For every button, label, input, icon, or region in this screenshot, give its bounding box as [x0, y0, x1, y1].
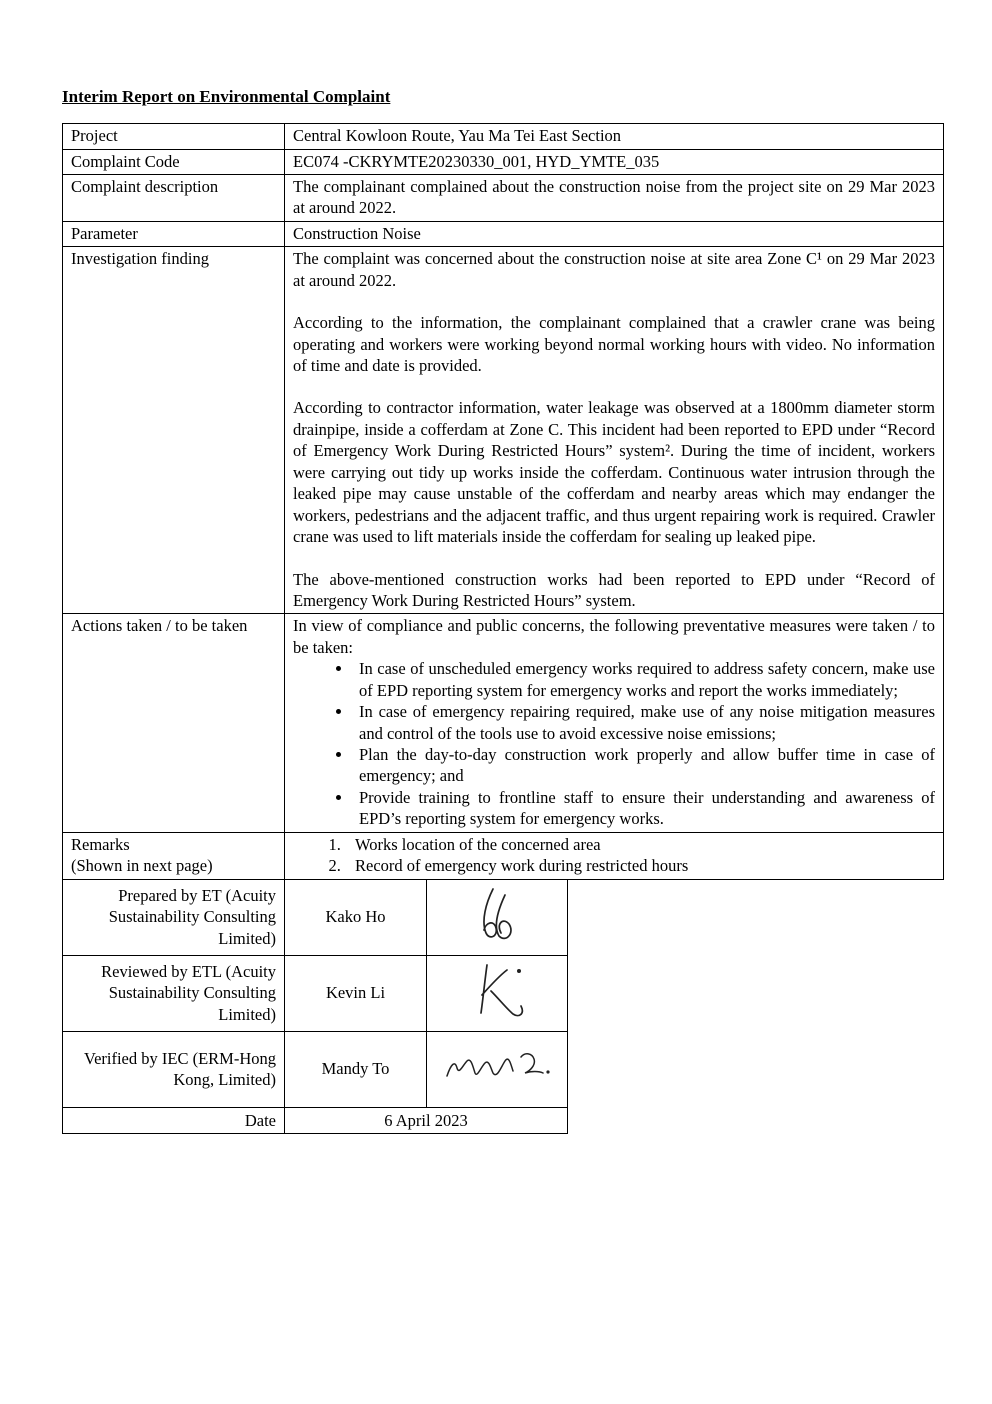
remarks-item: 2. Record of emergency work during restricted hours: [345, 855, 935, 876]
actions-bullet: • In case of emergency repairing required, make use of any noise mitigation measures and control of the tools use to avoid excessive noise emissions;: [353, 701, 935, 744]
signoff-date-label: Date: [63, 1107, 285, 1133]
row-label-complaint-code: Complaint Code: [63, 149, 285, 174]
investigation-paragraph: According to the information, the complainant complained that a crawler crane was being operating and workers were working beyond normal working hours with video. No information of time and date is provided.: [293, 313, 935, 376]
signoff-row-verified: [63, 1031, 568, 1107]
row-value-remarks: [285, 832, 944, 879]
row-value-project: Central Kowloon Route, Yau Ma Tei East Section: [285, 124, 944, 149]
row-value-investigation-finding: [285, 247, 944, 614]
row-value-parameter: Construction Noise: [285, 221, 944, 246]
investigation-paragraph: The above-mentioned construction works had been reported to EPD under “Record of Emergency Work During Restricted Hours” system.: [293, 569, 935, 610]
signature-icon: [461, 959, 533, 1026]
actions-intro: In view of compliance and public concerns, the following preventative measures were taken / to be taken:: [293, 616, 935, 657]
actions-bullet-list: [293, 658, 935, 830]
remarks-label: Remarks: [71, 834, 130, 854]
row-value-actions-taken: [285, 614, 944, 832]
table-row-actions-taken: [63, 614, 944, 832]
row-label-project: Project: [63, 124, 285, 149]
row-value-complaint-code: EC074 -CKRYMTE20230330_001, HYD_YMTE_035: [285, 149, 944, 174]
row-value-complaint-description: The complainant complained about the construction noise from the project site on 29 Mar 2023 at around 2022.: [285, 174, 944, 221]
investigation-paragraph: According to contractor information, water leakage was observed at a 1800mm diameter storm drainpipe, inside a cofferdam at Zone C. This incident had been reported to EPD under “Record of Emergency Work During Restricted Hours” system². During the time of incident, workers were carrying out tidy up works inside the cofferdam. Continuous water intrusion through the leaked pipe may cause unstable of the cofferdam and nearby areas which may endanger the workers, pedestrians and the adjacent traffic, and thus urgent repairing work is required. Crawler crane was used to lift materials inside the cofferdam for sealing up leaked pipe.: [293, 398, 935, 547]
signoff-table: [62, 879, 568, 1134]
signature-mandy-to: [427, 1031, 568, 1107]
row-label-parameter: Parameter: [63, 221, 285, 246]
signoff-role-prepared: Prepared by ET (Acuity Sustainability Consulting Limited): [63, 879, 285, 955]
actions-bullet: • Plan the day-to-day construction work properly and allow buffer time in case of emergency; and: [353, 744, 935, 787]
signature-kevin-li: [427, 955, 568, 1031]
table-row-remarks: [63, 832, 944, 879]
row-label-investigation-finding: Investigation finding: [63, 247, 285, 614]
table-row-complaint-description: [63, 174, 944, 221]
remarks-list: [293, 834, 935, 877]
row-label-actions-taken: Actions taken / to be taken: [63, 614, 285, 832]
signoff-row-prepared: [63, 879, 568, 955]
table-row-parameter: [63, 221, 944, 246]
signoff-name-verified: Mandy To: [285, 1031, 427, 1107]
table-row-complaint-code: [63, 149, 944, 174]
remarks-item: 1. Works location of the concerned area: [345, 834, 935, 855]
complaint-report-table: [62, 123, 944, 880]
signoff-row-date: [63, 1107, 568, 1133]
signature-kako-ho: [427, 879, 568, 955]
remarks-label-note: (Shown in next page): [71, 856, 213, 876]
signoff-role-verified: Verified by IEC (ERM-Hong Kong, Limited): [63, 1031, 285, 1107]
signoff-name-reviewed: Kevin Li: [285, 955, 427, 1031]
table-row-investigation-finding: [63, 247, 944, 614]
signoff-date-value: 6 April 2023: [285, 1107, 568, 1133]
signature-icon: [461, 883, 533, 950]
signoff-name-prepared: Kako Ho: [285, 879, 427, 955]
signature-icon: [441, 1044, 553, 1093]
row-label-remarks: [63, 832, 285, 879]
table-row-project: [63, 124, 944, 149]
actions-bullet: • In case of unscheduled emergency works required to address safety concern, make use of EPD reporting system for emergency works and report the works immediately;: [353, 658, 935, 701]
signoff-role-reviewed: Reviewed by ETL (Acuity Sustainability Consulting Limited): [63, 955, 285, 1031]
investigation-paragraph: The complaint was concerned about the construction noise at site area Zone C¹ on 29 Mar 2023 at around 2022.: [293, 249, 935, 290]
row-label-complaint-description: Complaint description: [63, 174, 285, 221]
actions-bullet: • Provide training to frontline staff to ensure their understanding and awareness of EPD’s reporting system for emergency works.: [353, 787, 935, 830]
page-title: Interim Report on Environmental Complaint: [62, 87, 391, 106]
signoff-row-reviewed: [63, 955, 568, 1031]
